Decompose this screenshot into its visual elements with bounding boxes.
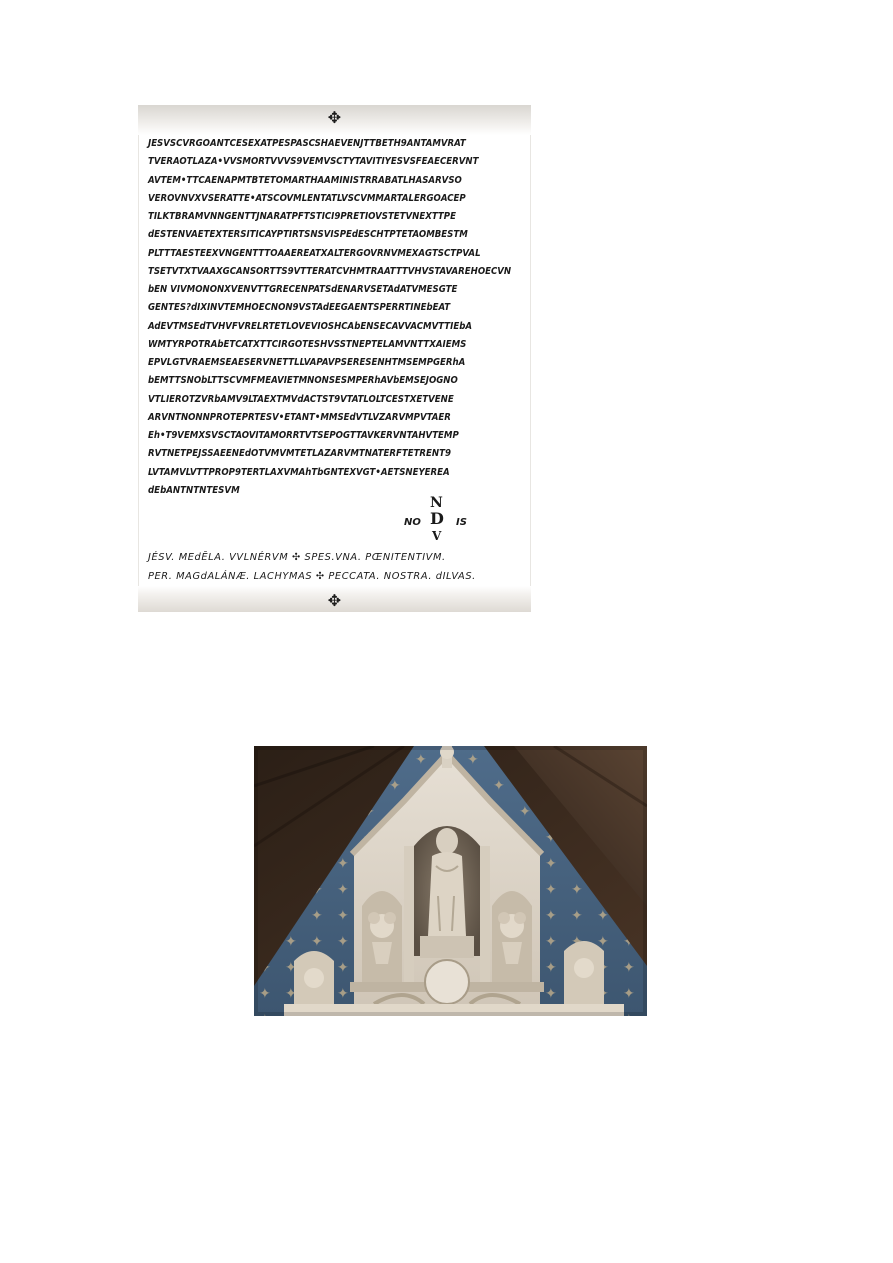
manuscript-line: VTLIEROTZVRbAMV9LTAEXTMVdACTST9VTATLOLTCESTXETVENE xyxy=(148,393,454,405)
signature-no: NO xyxy=(404,517,421,528)
manuscript-line: Eh•T9VEMXSVSCTAOVITAMORRTVTSEPOGTTAVKERVNTAHVTEMP xyxy=(148,430,459,441)
manuscript-text-block xyxy=(148,135,524,500)
manuscript-line: LVTAMVLVTTPROP9TERTLAXVMAhTbGNTEXVGT•AETSNEYEREA xyxy=(148,466,450,478)
top-ornament-icon: ✥ xyxy=(327,108,342,127)
gable-sculpture-photo xyxy=(254,746,647,1016)
manuscript-image xyxy=(138,105,531,612)
signature-v: V xyxy=(432,529,442,543)
manuscript-line: RVTNETPEJSSAEENEdOTVMVMTETLAZARVMTNATERFTETRENT9 xyxy=(148,448,451,460)
manuscript-line: TVERAOTLAZA•VVSMORTVVVS9VEMVSCTYTAVITIYESVSFEAECERVNT xyxy=(148,156,479,168)
manuscript-line: VEROVNVXVSERATTE•ATSCOVMLENTATLVSCVMMARTALERGOACEP xyxy=(148,192,466,204)
manuscript-line: WMTYRPOTRAbETCATXTTCIRGOTESHVSSTNEPTELAMVNTTXAIEMS xyxy=(148,338,467,350)
manuscript-line: EPVLGTVRAEMSEAESERVNETTLLVAPAVPSERESENHTMSEMPGERhA xyxy=(148,357,466,368)
verse-line-1: JÉSV. MEdĒLA. VVLNÉRVM ✣ SPES.VNA. PŒNITENTIVM. xyxy=(148,552,446,563)
manuscript-line: GENTES?dIXINVTEMHOECNON9VSTAdEEGAENTSPERRTINEbEAT xyxy=(148,302,451,314)
bottom-ornament-icon: ✥ xyxy=(327,591,342,610)
manuscript-line: ARVNTNONNPROTEPRTESV•ETANT•MMSEdVTLVZARVMPVTAER xyxy=(148,411,451,423)
manuscript-line: bEN VIVMONONXVENVTTGRECENPATSdENARVSETAdATVMESGTE xyxy=(148,284,458,295)
manuscript-line: bEMTTSNObLTTSCVMFMEAVIETMNONSESMPERhAVbEMSEJOGNO xyxy=(148,375,458,387)
manuscript-line: TILKTBRAMVNNGENTTJNARATPFTSTICI9PRETIOVSTETVNEXTTPE xyxy=(148,211,456,222)
manuscript-line: AVTEM•TTCAENAPMTBTETOMARTHAAMINISTRRABATLHASARVSO xyxy=(148,174,462,186)
manuscript-line: dESTENVAETEXTERSITICAYPTIRTSNSVISPEdESCHTPTETAOMBESTM xyxy=(148,229,468,241)
nomen-signature xyxy=(400,493,490,553)
signature-d: D xyxy=(430,509,444,528)
manuscript-line: dEbANTNTNTESVM xyxy=(148,484,240,496)
manuscript-line: TSETVTXTVAAXGCANSORTTS9VTTERATCVHMTRAATTTVHVSTAVAREHOECVN xyxy=(148,265,512,277)
gable-sculpture-illustration xyxy=(254,746,647,1016)
manuscript-line: PLTTTAESTEEXVNGENTTTOAAEREATXALTERGOVRNVMEXAGTSCTPVAL xyxy=(148,247,481,259)
manuscript-line: JESVSCVRGOANTCESEXATPESPASCSHAEVENJTTBETH9ANTAMVRAT xyxy=(148,138,466,149)
manuscript-line: AdEVTMSEdTVHVFVRELRTETLOVEVIOSHCAbENSECAVVACMVTTIEbA xyxy=(148,320,473,332)
verse-line-2: PER. MAGdALÁNÆ. LACHYMAS ✣ PECCATA. NOSTRA. dILVAS. xyxy=(148,571,476,582)
signature-n: N xyxy=(430,495,443,511)
signature-is: IS xyxy=(456,517,467,528)
